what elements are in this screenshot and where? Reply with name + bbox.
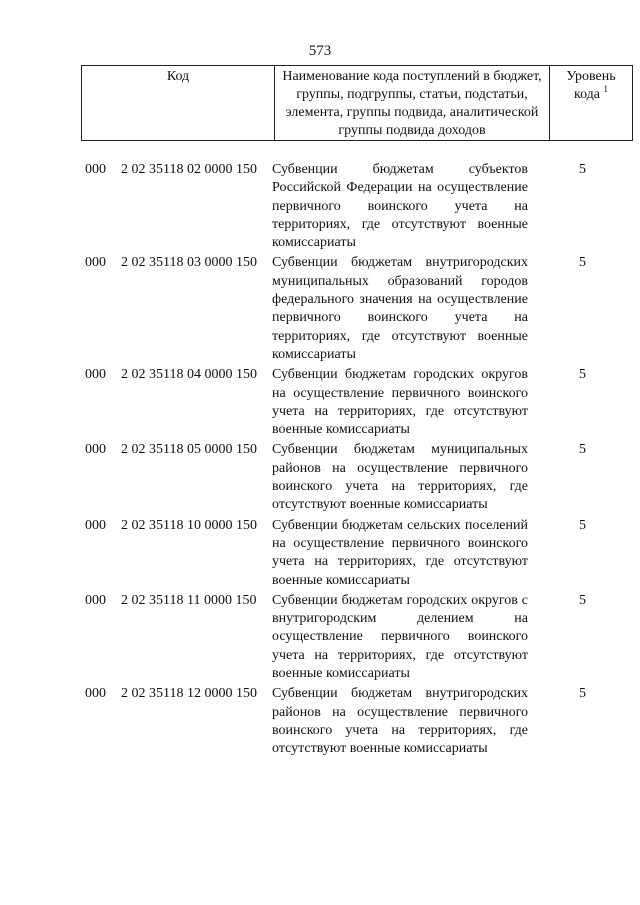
row-prefix: 000 xyxy=(85,592,106,608)
table-row xyxy=(81,161,611,252)
row-prefix: 000 xyxy=(85,517,106,533)
footnote-marker: 1 xyxy=(603,84,609,94)
row-description: Субвенции бюджетам городских округов с внутригородским делением на осуществление первичного воинского учета на территориях, где отсутствуют военные комиссариаты xyxy=(272,592,528,682)
header-name: Наименование кода поступлений в бюджет, группы, подгруппы, статьи, подстатьи, элемента, группы подвида, аналитической группы подвида доходов xyxy=(275,66,550,141)
row-code: 2 02 35118 11 0000 150 xyxy=(121,592,257,608)
table-row xyxy=(81,366,611,439)
row-level: 5 xyxy=(579,592,586,608)
row-description: Субвенции бюджетам городских округов на осуществление первичного воинского учета на территориях, где отсутствуют военные комиссариаты xyxy=(272,367,528,438)
row-code: 2 02 35118 12 0000 150 xyxy=(121,686,257,702)
row-code: 2 02 35118 03 0000 150 xyxy=(121,255,257,271)
table-row xyxy=(81,254,611,364)
row-code: 2 02 35118 02 0000 150 xyxy=(121,162,257,177)
header-level xyxy=(550,66,633,141)
table-header xyxy=(81,65,633,141)
table-row xyxy=(81,517,611,590)
table-row xyxy=(81,592,611,683)
row-description: Субвенции бюджетам внутригородских муниципальных образований городов федерального значения на осуществление первичного воинского учета на территориях, где отсутствуют военные комиссариаты xyxy=(272,255,528,362)
row-description: Субвенции бюджетам внутригородских районов на осуществление первичного воинского учета на территориях, где отсутствуют военные комиссариаты xyxy=(272,686,528,757)
row-description: Субвенции бюджетам субъектов Российской Федерации на осуществление первичного воинского учета на территориях, где отсутствуют военные комиссариаты xyxy=(272,162,528,251)
row-level: 5 xyxy=(579,686,586,702)
table-body xyxy=(81,161,611,761)
header-level-label: Уровень кода xyxy=(566,69,616,102)
row-level: 5 xyxy=(579,367,586,383)
row-description: Субвенции бюджетам сельских поселений на осуществление первичного воинского учета на территориях, где отсутствуют военные комиссариаты xyxy=(272,517,528,588)
row-level: 5 xyxy=(579,162,586,177)
row-prefix: 000 xyxy=(85,162,106,177)
table-row xyxy=(81,685,611,758)
row-level: 5 xyxy=(579,517,586,533)
row-prefix: 000 xyxy=(85,255,106,271)
row-code: 2 02 35118 05 0000 150 xyxy=(121,442,257,458)
table-row xyxy=(81,441,611,514)
row-code: 2 02 35118 10 0000 150 xyxy=(121,517,257,533)
row-level: 5 xyxy=(579,255,586,271)
row-description: Субвенции бюджетам муниципальных районов на осуществление первичного воинского учета на территориях, где отсутствуют военные комиссариаты xyxy=(272,442,528,513)
header-code: Код xyxy=(82,66,275,141)
row-code: 2 02 35118 04 0000 150 xyxy=(121,367,257,383)
page-number: 573 xyxy=(308,43,332,59)
row-level: 5 xyxy=(579,442,586,458)
row-prefix: 000 xyxy=(85,686,106,702)
row-prefix: 000 xyxy=(85,442,106,458)
row-prefix: 000 xyxy=(85,367,106,383)
